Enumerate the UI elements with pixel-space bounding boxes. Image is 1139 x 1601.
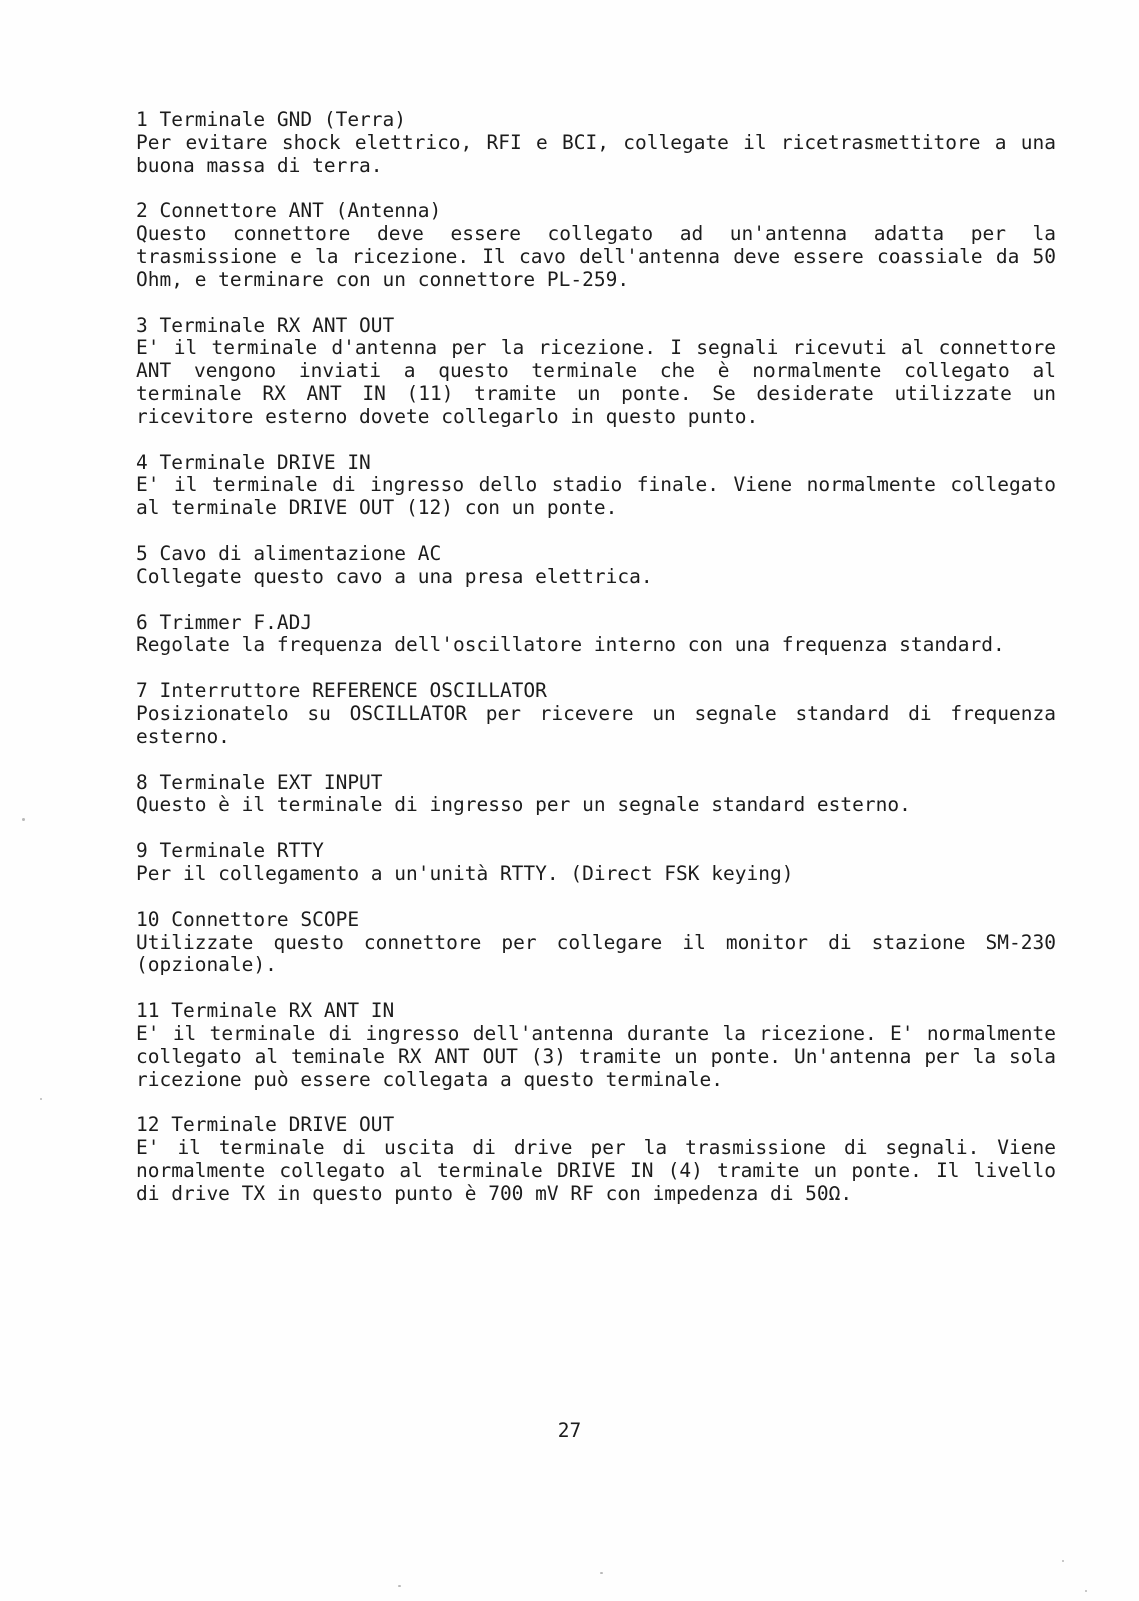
page-number: 27 bbox=[557, 1419, 582, 1442]
section-title: 6 Trimmer F.ADJ bbox=[136, 610, 313, 634]
section-body: E' il terminale d'antenna per la ricezione. I segnali ricevuti al connettore ANT vengono inviati a questo terminale che è normalmente collegato al terminale RX ANT IN (11) tramite un ponte. Se desiderate utilizzate un ricevitore esterno dovete collegarlo in questo punto. bbox=[136, 336, 1056, 428]
section-ext-input bbox=[136, 772, 1056, 818]
section-reference-oscillator bbox=[136, 680, 1056, 748]
scan-speck bbox=[22, 818, 25, 821]
scan-speck bbox=[1062, 1560, 1064, 1562]
section-body: E' il terminale di ingresso dell'antenna durante la ricezione. E' normalmente collegato al teminale RX ANT OUT (3) tramite un ponte. Un'antenna per la sola ricezione può essere collegata a questo terminale. bbox=[136, 1021, 1056, 1091]
section-body: E' il terminale di ingresso dello stadio finale. Viene normalmente collegato al terminale DRIVE OUT (12) con un ponte. bbox=[136, 473, 1056, 520]
section-body: Regolate la frequenza dell'oscillatore interno con una frequenza standard. bbox=[136, 633, 1005, 657]
scan-speck bbox=[398, 1585, 401, 1587]
section-rx-ant-in bbox=[136, 1000, 1056, 1091]
section-title: 10 Connettore SCOPE bbox=[136, 907, 360, 931]
section-ac-cable bbox=[136, 543, 1056, 589]
section-title: 5 Cavo di alimentazione AC bbox=[136, 541, 442, 565]
section-rx-ant-out bbox=[136, 315, 1056, 429]
section-body: Per evitare shock elettrico, RFI e BCI, collegate il ricetrasmettitore a una buona massa di terra. bbox=[136, 130, 1056, 177]
section-title: 2 Connettore ANT (Antenna) bbox=[136, 199, 442, 223]
section-body: Posizionatelo su OSCILLATOR per ricevere un segnale standard di frequenza esterno. bbox=[136, 701, 1056, 748]
section-body: Collegate questo cavo a una presa elettrica. bbox=[136, 564, 653, 588]
section-ant-connector bbox=[136, 200, 1056, 291]
section-title: 3 Terminale RX ANT OUT bbox=[136, 313, 395, 337]
section-title: 4 Terminale DRIVE IN bbox=[136, 450, 371, 474]
section-rtty bbox=[136, 840, 1056, 886]
section-title: 1 Terminale GND (Terra) bbox=[136, 108, 407, 131]
section-drive-out bbox=[136, 1114, 1056, 1205]
section-body: Per il collegamento a un'unità RTTY. (Direct FSK keying) bbox=[136, 861, 794, 885]
scan-speck bbox=[600, 1572, 603, 1574]
section-title: 9 Terminale RTTY bbox=[136, 839, 324, 863]
section-gnd-terminal bbox=[136, 109, 1056, 177]
scan-speck bbox=[40, 1098, 42, 1100]
scan-speck bbox=[1085, 1590, 1087, 1592]
section-body: E' il terminale di uscita di drive per la trasmissione di segnali. Viene normalmente collegato al terminale DRIVE IN (4) tramite un ponte. Il livello di drive TX in questo punto è 700 mV RF con impedenza di 50Ω. bbox=[136, 1136, 1056, 1205]
section-title: 12 Terminale DRIVE OUT bbox=[136, 1113, 395, 1137]
section-title: 11 Terminale RX ANT IN bbox=[136, 999, 395, 1023]
section-body: Questo è il terminale di ingresso per un segnale standard esterno. bbox=[136, 793, 911, 817]
section-trimmer bbox=[136, 612, 1056, 658]
page-content bbox=[136, 109, 1056, 1228]
section-title: 8 Terminale EXT INPUT bbox=[136, 770, 383, 794]
section-drive-in bbox=[136, 452, 1056, 520]
section-scope bbox=[136, 909, 1056, 977]
section-body: Questo connettore deve essere collegato ad un'antenna adatta per la trasmissione e la ricezione. Il cavo dell'antenna deve essere coassiale da 50 Ohm, e terminare con un connettore PL-259. bbox=[136, 222, 1056, 291]
section-body: Utilizzate questo connettore per collegare il monitor di stazione SM-230 (opzionale). bbox=[136, 930, 1056, 977]
section-title: 7 Interruttore REFERENCE OSCILLATOR bbox=[136, 679, 547, 703]
